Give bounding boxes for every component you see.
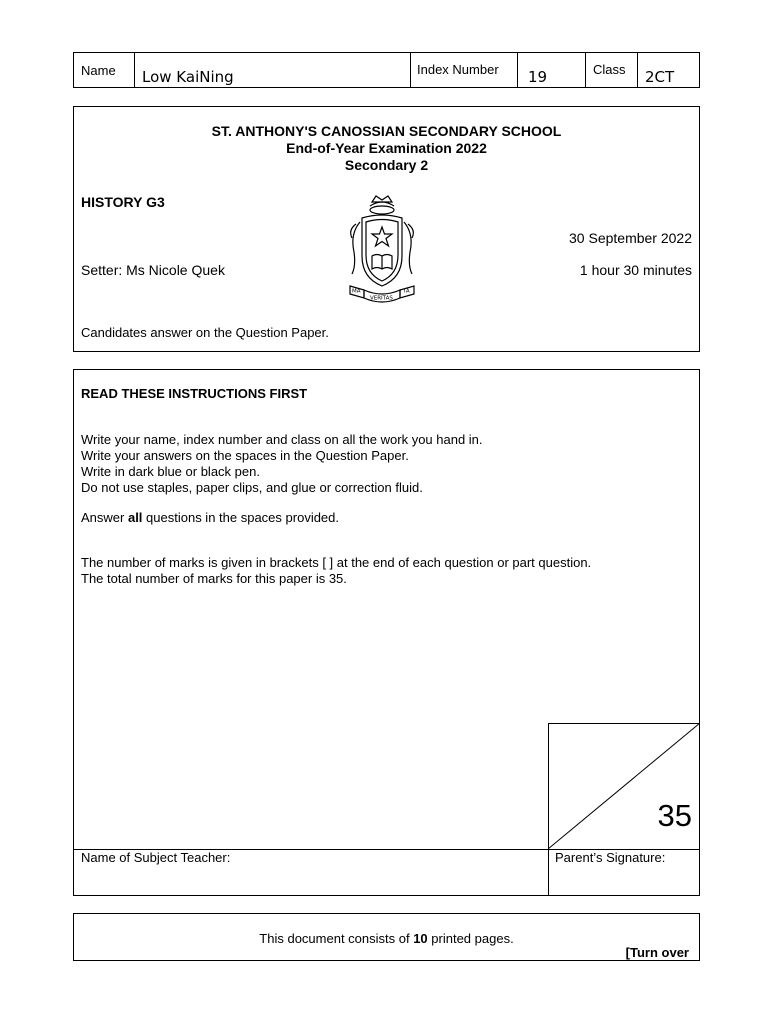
duration: 1 hour 30 minutes (579, 262, 692, 278)
answer-emphasis: all (127, 510, 143, 525)
crest-motto-left: MA (352, 288, 361, 295)
parent-signature-label: Parent’s Signature: (555, 850, 666, 865)
setter: Setter: Ms Nicole Quek (81, 262, 225, 278)
header-divider (134, 52, 135, 88)
school-crest-logo (346, 194, 418, 310)
header-divider (637, 52, 638, 88)
total-marks: 35 (657, 798, 692, 833)
answer-instruction (81, 510, 339, 525)
name-label: Name (81, 63, 116, 78)
candidates-note: Candidates answer on the Question Paper. (81, 325, 329, 340)
class-label: Class (593, 62, 626, 77)
header-divider (410, 52, 411, 88)
crest-motto-right: TA (403, 288, 410, 295)
page-count-note (73, 931, 700, 946)
instructions-heading: READ THESE INSTRUCTIONS FIRST (81, 386, 308, 401)
instruction-line: Write in dark blue or black pen. (81, 464, 260, 479)
marks-info (81, 555, 591, 587)
instruction-line: Write your answers on the spaces in the Question Paper. (81, 448, 409, 463)
page-count-prefix: This document consists of (259, 931, 414, 946)
marks-line: The number of marks is given in brackets [ ] at the end of each question or part question. (81, 555, 592, 570)
subject-teacher-label: Name of Subject Teacher: (81, 850, 231, 865)
instructions-list (81, 432, 483, 496)
turn-over: [Turn over (625, 945, 689, 960)
class-value: 2CT (645, 68, 675, 86)
name-value: Low KaiNing (142, 68, 234, 86)
index-number-value: 19 (528, 68, 548, 86)
page-count-number: 10 (413, 931, 428, 946)
header-divider (517, 52, 518, 88)
crest-motto-center: VERITAS (370, 295, 393, 302)
answer-suffix: questions in the spaces provided. (142, 510, 340, 525)
exam-title: End-of-Year Examination 2022 (286, 140, 487, 156)
answer-prefix: Answer (81, 510, 128, 525)
page-count-suffix: printed pages. (427, 931, 514, 946)
exam-date: 30 September 2022 (569, 230, 692, 246)
header-divider (585, 52, 586, 88)
subject-title: HISTORY G3 (81, 194, 165, 210)
school-name: ST. ANTHONY'S CANOSSIAN SECONDARY SCHOOL (211, 123, 562, 139)
index-number-label: Index Number (417, 62, 499, 77)
instruction-line: Write your name, index number and class on all the work you hand in. (81, 432, 483, 447)
instruction-line: Do not use staples, paper clips, and glue or correction fluid. (81, 480, 423, 495)
level-title: Secondary 2 (344, 157, 429, 173)
marks-line: The total number of marks for this paper is 35. (81, 571, 347, 586)
